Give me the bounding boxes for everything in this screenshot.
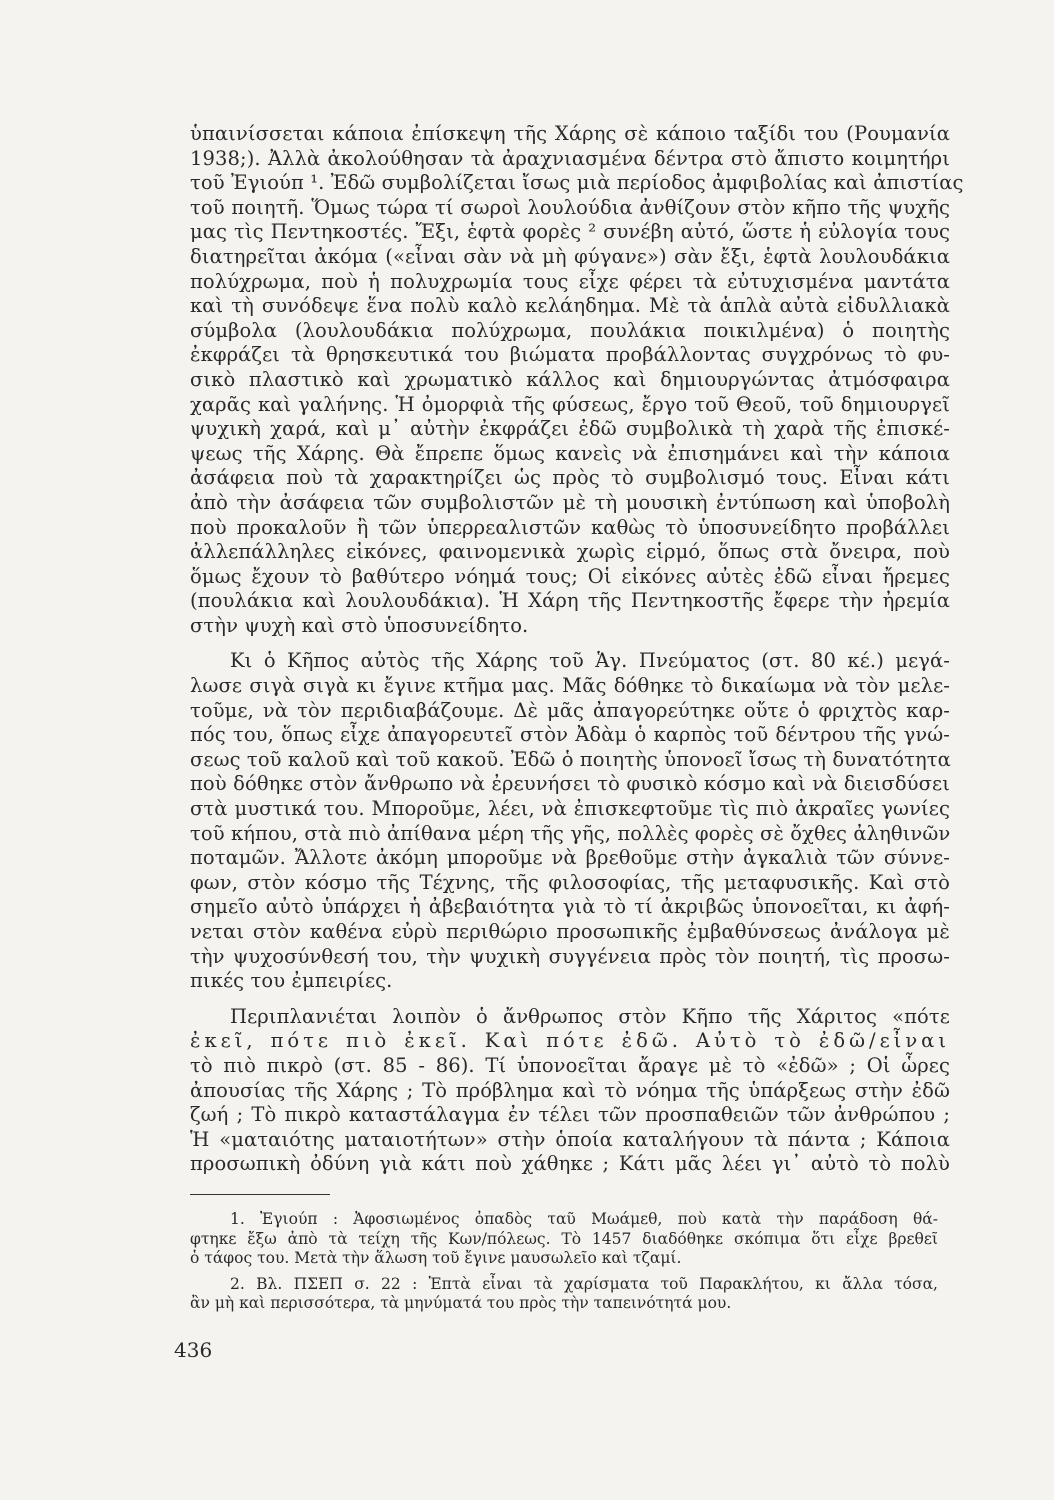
footnote-1 — [190, 1210, 938, 1269]
footnote-line: ἂν μὴ καὶ περισσότερα, τὰ μηνύματά του πρὸς τὴν ταπεινότητά μου. — [190, 1294, 732, 1312]
text-line: ζωή ; Τὸ πικρὸ καταστάλαγμα ἐν τέλει τῶν προσπαθειῶν τῶν ἀνθρώπου ; — [190, 1103, 950, 1127]
text-line: νεται στὸν καθένα εὐρὺ περιθώριο προσωπικῆς ἐμβαθύνσεως ἀνάλογα μὲ — [190, 920, 950, 943]
text-line: ὑπαινίσσεται κάποια ἐπίσκεψη τῆς Χάρης σὲ κάποιο ταξίδι του (Ρουμανία — [190, 122, 950, 145]
text-line: ὅμως ἔχουν τὸ βαθύτερο νόημά τους; Οἱ εἰκόνες αὐτὲς ἐδῶ εἶναι ἤρεμες — [190, 564, 950, 588]
text-line: Περιπλανιέται λοιπὸν ὁ ἄνθρωπος στὸν Κῆπο τῆς Χάριτος «πότε — [230, 1004, 950, 1028]
text-line: ποὺ προκαλοῦν ἢ τῶν ὑπερρεαλιστῶν καθὼς τὸ ὑποσυνείδητο προβάλλει — [190, 515, 950, 539]
text-line: σικὸ πλαστικὸ καὶ χρωματικὸ κάλλος καὶ δημιουργώντας ἀτμόσφαιρα — [190, 367, 950, 391]
text-line: ἐκφράζει τὰ θρησκευτικά του βιώματα προβάλλοντας συγχρόνως τὸ φυ- — [190, 343, 950, 367]
text-line: ποὺ δόθηκε στὸν ἄνθρωπο νὰ ἐρευνήσει τὸ φυσικὸ κόσμο καὶ νὰ διεισδύσει — [190, 772, 950, 796]
main-text — [190, 122, 964, 1177]
text-line: σύμβολα (λουλουδάκια πολύχρωμα, πουλάκια ποικιλμένα) ὁ ποιητὴς — [190, 318, 950, 342]
footnote-2 — [190, 1275, 938, 1314]
text-line: λωσε σιγὰ σιγὰ κι ἔγινε κτῆμα μας. Μᾶς δόθηκε τὸ δικαίωμα νὰ τὸν μελε- — [190, 674, 950, 698]
text-line: ποταμῶν. Ἄλλοτε ἀκόμη μποροῦμε νὰ βρεθοῦμε στὴν ἀγκαλιὰ τῶν σύννε- — [190, 846, 950, 870]
text-line: στὰ μυστικά του. Μποροῦμε, λέει, νὰ ἐπισκεφτοῦμε τὶς πιὸ ἀκραῖες γωνίες — [190, 797, 950, 821]
text-line: τοῦ Ἐγιούπ ¹. Ἐδῶ συμβολίζεται ἴσως μιὰ περίοδος ἀμφιβολίας καὶ ἀπιστίας — [190, 171, 964, 195]
text-line: τοῦ κήπου, στὰ πιὸ ἀπίθανα μέρη τῆς γῆς, πολλὲς φορὲς σὲ ὄχθες ἀληθινῶν — [190, 821, 951, 845]
paragraph-gap — [190, 638, 950, 649]
text-line: σημεῖο αὐτὸ ὑπάρχει ἡ ἀβεβαιότητα γιὰ τὸ τί ἀκριβῶς ὑπονοεῖται, κι ἀφή- — [190, 895, 950, 919]
footnote-line: φτηκε ἔξω ἀπὸ τὰ τείχη τῆς Κων/πόλεως. Τὸ 1457 διαδόθηκε σκόπιμα ὅτι εἶχε βρεθεῖ — [190, 1229, 938, 1248]
text-line: 1938;). Ἀλλὰ ἀκολούθησαν τὰ ἀραχνιασμένα δέντρα στὸ ἄπιστο κοιμητήρι — [190, 146, 950, 170]
paragraph-gap — [190, 994, 950, 1005]
text-line: ἀλλεπάλληλες εἰκόνες, φαινομενικὰ χωρὶς εἱρμό, ὅπως στὰ ὄνειρα, ποὺ — [190, 540, 950, 564]
text-line: πός του, ὅπως εἶχε ἀπαγορευτεῖ στὸν Ἀδὰμ ὁ καρπὸς τοῦ δέντρου τῆς γνώ- — [190, 723, 950, 747]
text-line: τὸ πιὸ πικρὸ (στ. 85 - 86). Τί ὑπονοεῖται ἄραγε μὲ τὸ «ἐδῶ» ; Οἱ ὧρες — [190, 1053, 950, 1077]
text-line: καὶ τὴ συνόδεψε ἕνα πολὺ καλὸ κελάηδημα. Μὲ τὰ ἁπλὰ αὐτὰ εἰδυλλιακὰ — [190, 294, 950, 318]
text-line: (πουλάκια καὶ λουλουδάκια). Ἡ Χάρη τῆς Πεντηκοστῆς ἔφερε τὴν ἠρεμία — [190, 589, 950, 613]
paragraph-3 — [190, 1005, 950, 1177]
paragraph-1 — [190, 122, 964, 638]
text-line: τοῦ ποιητῆ. Ὅμως τώρα τί σωροὶ λουλούδια ἀνθίζουν στὸν κῆπο τῆς ψυχῆς — [190, 195, 950, 219]
text-line: ἀσάφεια ποὺ τὰ χαρακτηρίζει ὡς πρὸς τὸ συμβολισμό τους. Εἶναι κάτι — [190, 466, 950, 490]
footnotes — [190, 1210, 938, 1314]
text-line: προσωπικὴ ὀδύνη γιὰ κάτι ποὺ χάθηκε ; Κάτι μᾶς λέει γι᾿ αὐτὸ τὸ πολὺ — [190, 1152, 950, 1176]
text-line: μας τὶς Πεντηκοστές. Ἔξι, ἑφτὰ φορὲς ² συνέβη αὐτό, ὥστε ἡ εὐλογία τους — [190, 220, 950, 244]
text-line: τοῦμε, νὰ τὸν περιδιαβάζουμε. Δὲ μᾶς ἀπαγορεύτηκε οὔτε ὁ φριχτὸς καρ- — [190, 698, 950, 722]
page-number: 436 — [174, 1338, 213, 1362]
text-line: ἀπουσίας τῆς Χάρης ; Τὸ πρόβλημα καὶ τὸ νόημα τῆς ὑπάρξεως στὴν ἐδῶ — [190, 1078, 950, 1102]
paragraph-2 — [190, 649, 950, 993]
text-line: πικές του ἐμπειρίες. — [190, 969, 393, 993]
text-line: διατηρεῖται ἀκόμα («εἶναι σὰν νὰ μὴ φύγανε») σὰν ἔξι, ἑφτὰ λουλουδάκια — [190, 244, 950, 268]
text-line: Ἡ «ματαιότης ματαιοτήτων» στὴν ὁποία καταλήγουν τὰ πάντα ; Κάποια — [190, 1127, 950, 1151]
text-line: ψεως τῆς Χάρης. Θὰ ἔπρεπε ὅμως κανεὶς νὰ ἐπισημάνει καὶ τὴν κάποια — [190, 441, 950, 465]
text-line: τὴν ψυχοσύνθεσή του, τὴν ψυχικὴ συγγένεια πρὸς τὸν ποιητή, τὶς προσω- — [190, 944, 950, 968]
text-line: ἀπὸ τὴν ἀσάφεια τῶν συμβολιστῶν μὲ τὴ μουσικὴ ἐντύπωση καὶ ὑποβολὴ — [190, 490, 950, 514]
text-line: πολύχρωμα, ποὺ ἡ πολυχρωμία τους εἶχε φέρει τὰ εὐτυχισμένα μαντάτα — [190, 269, 950, 293]
text-line: ψυχικὴ χαρά, καὶ μ᾿ αὐτὴν ἐκφράζει ἐδῶ συμβολικὰ τὴ χαρὰ τῆς ἐπισκέ- — [190, 417, 950, 441]
text-line: στὴν ψυχὴ καὶ στὸ ὑποσυνείδητο. — [190, 613, 529, 637]
text-line: σεως τοῦ καλοῦ καὶ τοῦ κακοῦ. Ἐδῶ ὁ ποιητὴς ὑπονοεῖ ἴσως τὴ δυνατότητα — [190, 747, 951, 771]
footnote-line: ὁ τάφος του. Μετὰ τὴν ἅλωση τοῦ ἔγινε μαυσωλεῖο καὶ τζαμί. — [190, 1249, 682, 1267]
text-line: χαρᾶς καὶ γαλήνης. Ἡ ὀμορφιὰ τῆς φύσεως, ἔργο τοῦ Θεοῦ, τοῦ δημιουργεῖ — [190, 392, 950, 416]
footnote-line: 1. Ἐγιούπ : Ἀφοσιωμένος ὀπαδὸς ταῦ Μωάμεθ, ποὺ κατὰ τὴν παράδοση θά- — [230, 1210, 938, 1228]
text-line: φων, στὸν κόσμο τῆς Τέχνης, τῆς φιλοσοφίας, τῆς μεταφυσικῆς. Καὶ στὸ — [190, 870, 950, 894]
text-line: Κι ὁ Κῆπος αὐτὸς τῆς Χάρης τοῦ Ἁγ. Πνεύματος (στ. 80 κέ.) μεγά- — [230, 649, 950, 673]
text-line: ἐκεῖ, πότε πιὸ ἐκεῖ. Καὶ πότε ἐδῶ. Αὐτὸ τὸ ἐδῶ/εἶναι — [190, 1029, 950, 1053]
footnote-line: 2. Βλ. ΠΣΕΠ σ. 22 : Ἑπτὰ εἶναι τὰ χαρίσματα τοῦ Παρακλήτου, κι ἄλλα τόσα, — [230, 1274, 938, 1293]
footnote-separator — [190, 1194, 330, 1195]
